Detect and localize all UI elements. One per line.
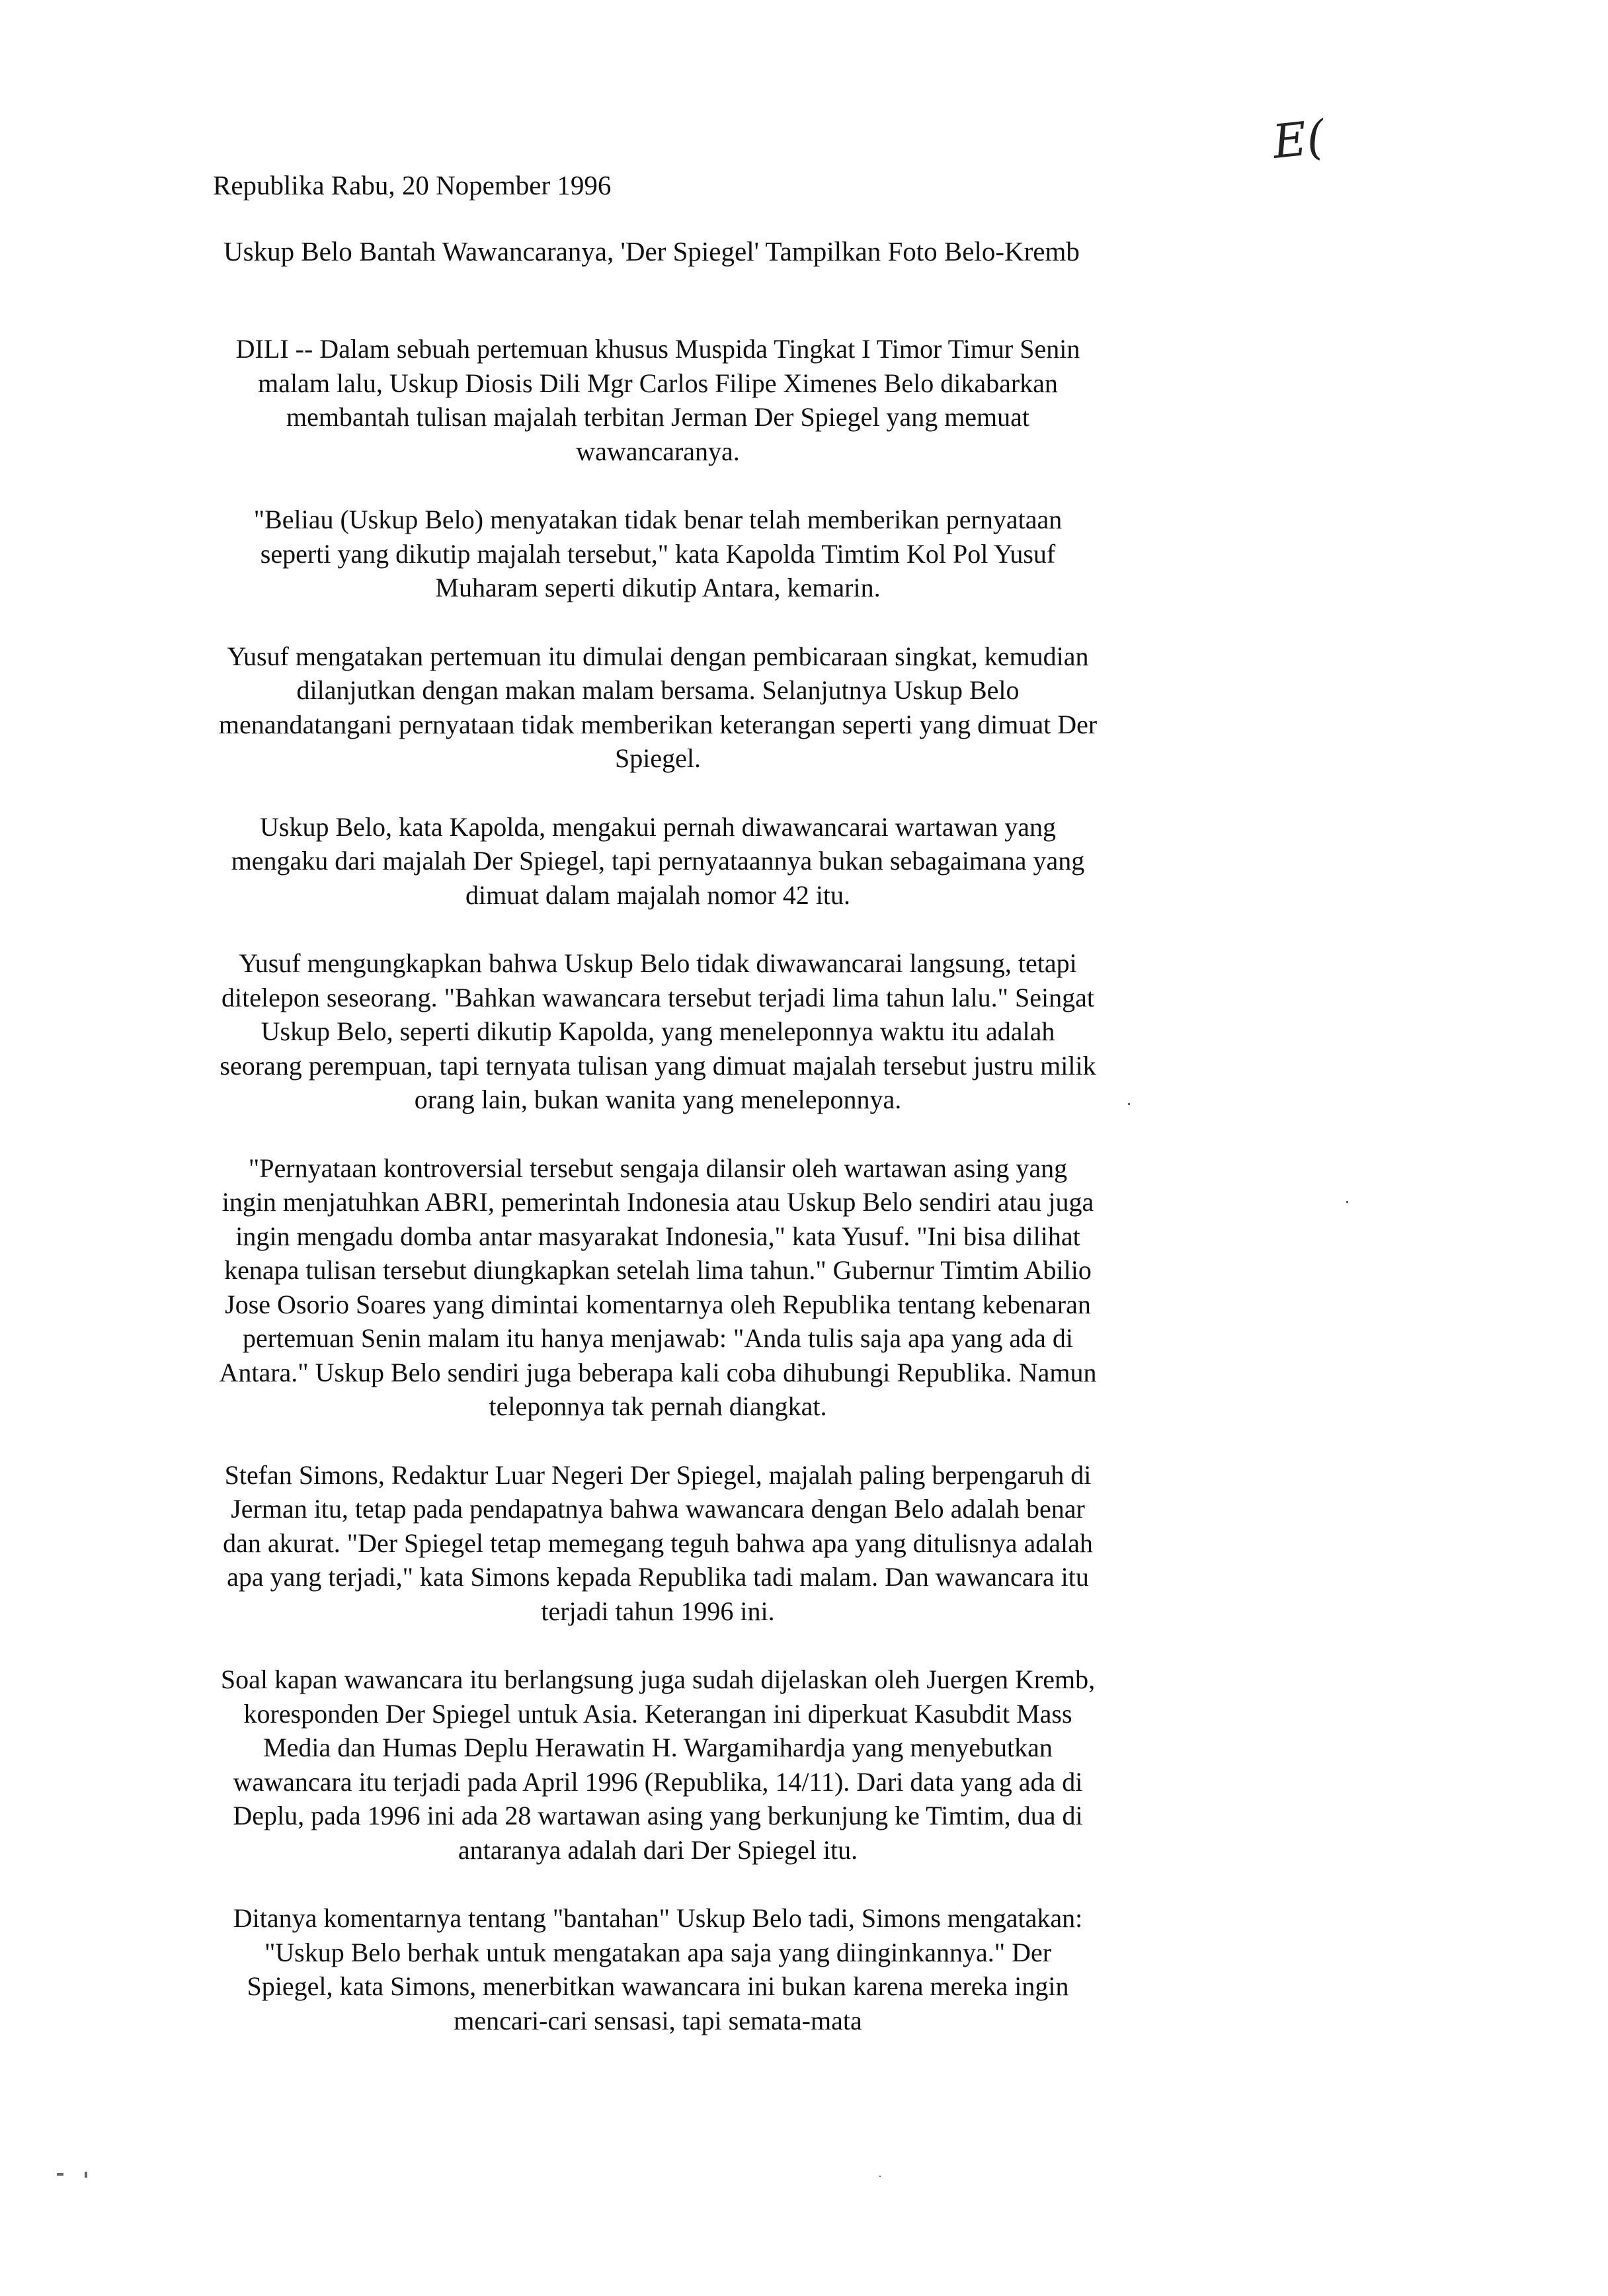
paragraph-2: "Beliau (Uskup Belo) menyatakan tidak benar telah memberikan pernyataan seperti yang dikutip majalah tersebut," kata Kapolda Timtim Kol Pol Yusuf Muharam seperti dikutip Antara, kemarin.	[253, 505, 1063, 602]
article-body	[218, 332, 1098, 2072]
scan-speck	[879, 2176, 881, 2177]
dateline: Republika Rabu, 20 Nopember 1996	[213, 170, 612, 200]
paragraph-3: Yusuf mengatakan pertemuan itu dimulai dengan pembicaraan singkat, kemudian dilanjutkan dengan makan malam bersama. Selanjutnya Uskup Belo menandatangani pernyataan tidak memberikan keterangan seperti yang dimuat Der Spiegel.	[218, 641, 1098, 773]
paragraph-7: Stefan Simons, Redaktur Luar Negeri Der Spiegel, majalah paling berpengaruh di Jerman itu, tetap pada pendapatnya bahwa wawancara dengan Belo adalah benar dan akurat. "Der Spiegel tetap memegang teguh bahwa apa yang ditulisnya adalah apa yang terjadi," kata Simons kepada Republika tadi malam. Dan wawancara itu terjadi tahun 1996 ini.	[223, 1459, 1093, 1626]
paragraph-9: Ditanya komentarnya tentang "bantahan" Uskup Belo tadi, Simons mengatakan: "Uskup Belo berhak untuk mengatakan apa saja yang diinginkannya." Der Spiegel, kata Simons, menerbitkan wawancara ini bukan karena mereka ingin mencari-cari sensasi, tapi semata-mata	[233, 1903, 1083, 2035]
handwritten-mark: E(	[1269, 110, 1328, 169]
headline: Uskup Belo Bantah Wawancaranya, 'Der Spiegel' Tampilkan Foto Belo-Kremb	[223, 236, 1080, 266]
scan-speck	[57, 2173, 63, 2176]
scan-speck	[1346, 1201, 1348, 1203]
paragraph-8: Soal kapan wawancara itu berlangsung juga sudah dijelaskan oleh Juergen Kremb, koresponden Der Spiegel untuk Asia. Keterangan ini diperkuat Kasubdit Mass Media dan Humas Deplu Herawatin H. Wargamihardja yang menyebutkan wawancara itu terjadi pada April 1996 (Republika, 14/11). Dari data yang ada di Deplu, pada 1996 ini ada 28 wartawan asing yang berkunjung ke Timtim, dua di antaranya adalah dari Der Spiegel itu.	[220, 1664, 1096, 1865]
paragraph-4: Uskup Belo, kata Kapolda, mengakui pernah diwawancarai wartawan yang mengaku dari majalah Der Spiegel, tapi pernyataannya bukan sebagaimana yang dimuat dalam majalah nomor 42 itu.	[231, 811, 1085, 910]
paragraph-5: Yusuf mengungkapkan bahwa Uskup Belo tidak diwawancarai langsung, tetapi ditelepon seseorang. "Bahkan wawancara tersebut terjadi lima tahun lalu." Seingat Uskup Belo, seperti dikutip Kapolda, yang meneleponnya waktu itu adalah seorang perempuan, tapi ternyata tulisan yang dimuat majalah tersebut justru milik orang lain, bukan wanita yang meneleponnya.	[220, 948, 1096, 1114]
scan-speck	[85, 2172, 87, 2178]
paragraph-1: DILI -- Dalam sebuah pertemuan khusus Muspida Tingkat I Timor Timur Senin malam lalu, Uskup Diosis Dili Mgr Carlos Filipe Ximenes Belo dikabarkan membantah tulisan majalah terbitan Jerman Der Spiegel yang memuat wawancaranya.	[235, 334, 1080, 466]
paragraph-6: "Pernyataan kontroversial tersebut sengaja dilansir oleh wartawan asing yang ingin menjatuhkan ABRI, pemerintah Indonesia atau Uskup Belo sendiri atau juga ingin mengadu domba antar masyarakat Indonesia," kata Yusuf. "Ini bisa dilihat kenapa tulisan tersebut diungkapkan setelah lima tahun." Gubernur Timtim Abilio Jose Osorio Soares yang dimintai komentarnya oleh Republika tentang kebenaran pertemuan Senin malam itu hanya menjawab: "Anda tulis saja apa yang ada di Antara." Uskup Belo sendiri juga beberapa kali coba dihubungi Republika. Namun teleponnya tak pernah diangkat.	[219, 1153, 1097, 1421]
scan-speck	[1128, 1103, 1130, 1105]
